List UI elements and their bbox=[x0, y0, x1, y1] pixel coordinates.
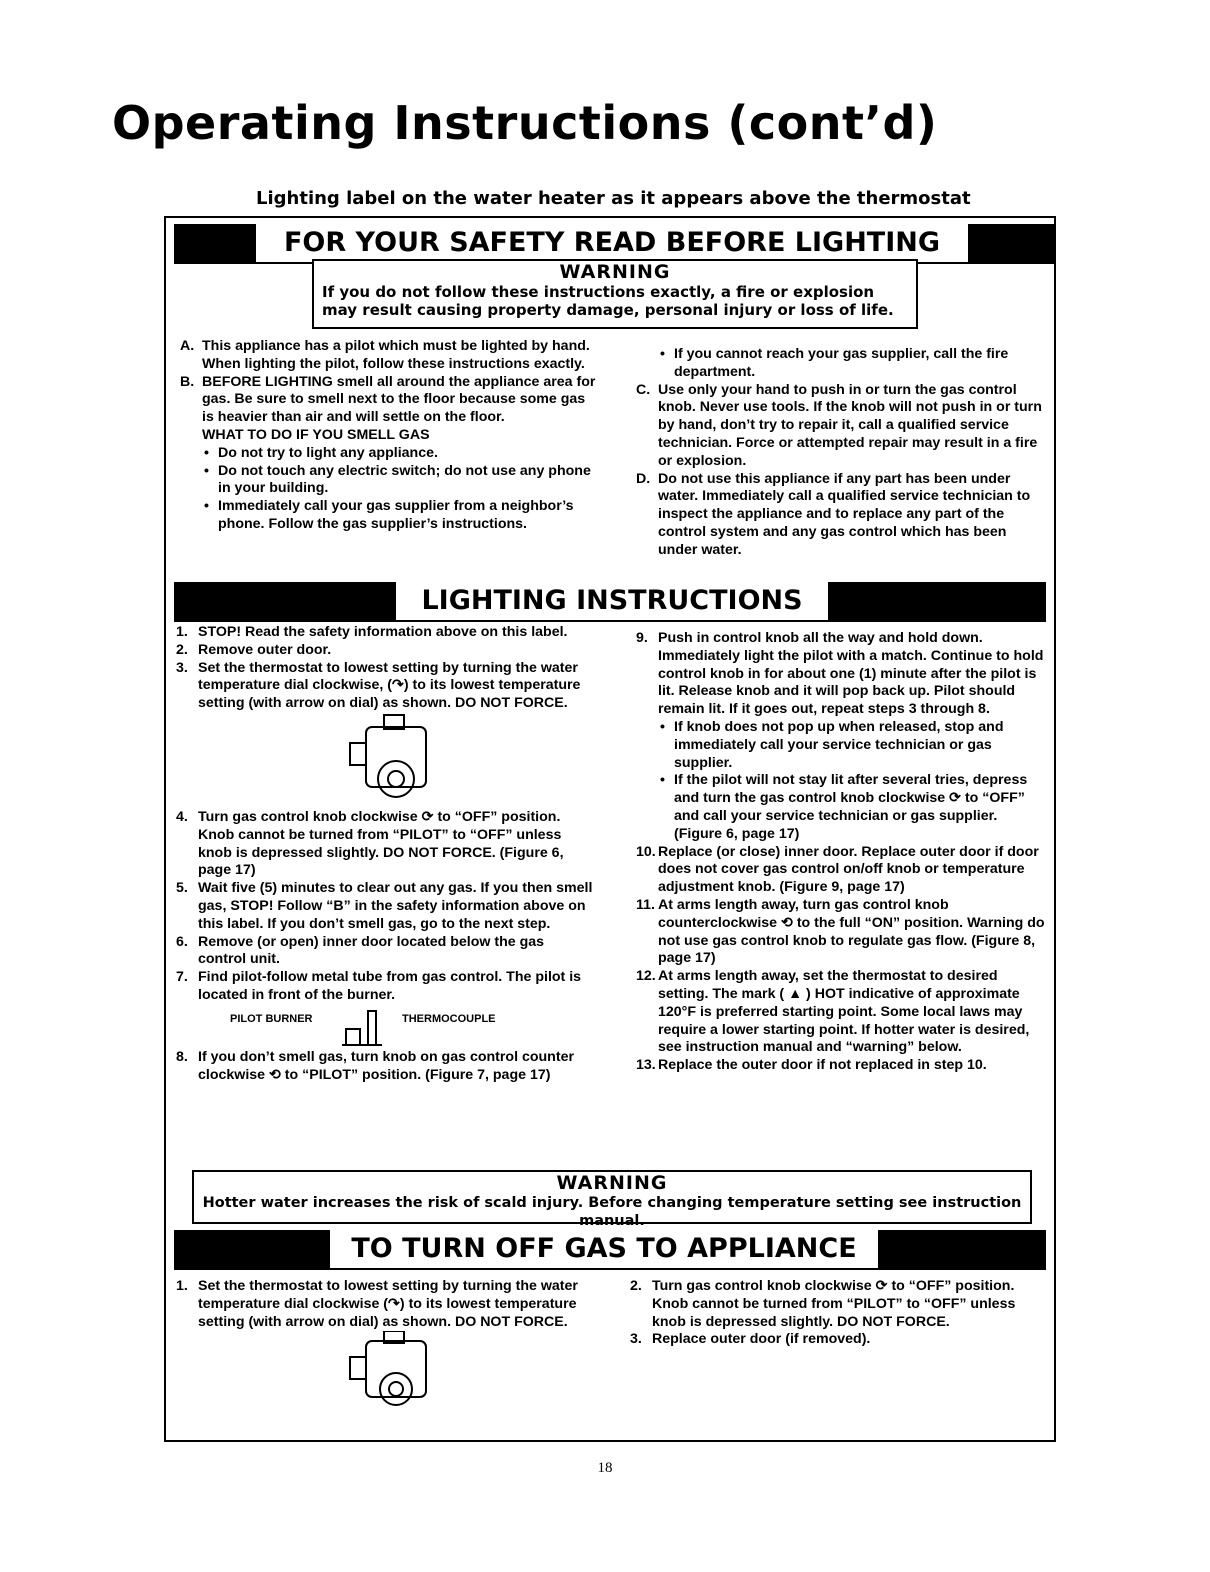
lighting-banner: LIGHTING INSTRUCTIONS bbox=[396, 582, 828, 620]
turnoff-right-column bbox=[630, 1278, 1046, 1349]
gas-control-illustration bbox=[336, 713, 456, 809]
lighting-bullet: • If knob does not pop up when released, stop and immediately call your service technician or gas supplier. bbox=[658, 719, 1046, 772]
safety-bullet: • If you cannot reach your gas supplier, call the fire department. bbox=[658, 346, 1046, 382]
safety-warning-box bbox=[312, 259, 918, 329]
gas-control-figure bbox=[176, 1331, 594, 1411]
lighting-step-9: 9. Push in control knob all the way and hold down. Immediately light the pilot with a match. Continue to hold control knob in for about one (1) minute after the pilot is lit. Release knob and it will pop back up. Pilot should remain lit. If it goes out, repeat steps 3 through 8. bbox=[636, 630, 1044, 718]
lighting-step-1: 1. STOP! Read the safety information above on this label. bbox=[176, 624, 568, 640]
lighting-step-12: 12. At arms length away, set the thermostat to desired setting. The mark ( ▲ ) HOT indicative of approximate 120°F is preferred starting point. Some local laws may require a lower starting point. If hotter water is desired, see instruction manual and “warning” below. bbox=[636, 968, 1030, 1056]
turnoff-banner: TO TURN OFF GAS TO APPLIANCE bbox=[330, 1230, 878, 1268]
pilot-figure bbox=[176, 1005, 594, 1049]
lighting-step-6: 6. Remove (or open) inner door located below the gas control unit. bbox=[176, 933, 545, 968]
safety-bullet: • Immediately call your gas supplier from a neighbor’s phone. Follow the gas supplier’s instructions. bbox=[202, 498, 598, 534]
safety-item-b: B. BEFORE LIGHTING smell all around the appliance area for gas. Be sure to smell next to the floor because some gas is heavier than air and will settle on the floor. bbox=[180, 373, 596, 426]
page-number: 18 bbox=[597, 1460, 613, 1476]
safety-right-column bbox=[636, 346, 1046, 560]
lighting-right-column bbox=[636, 630, 1046, 1075]
turnoff-left-column bbox=[176, 1278, 594, 1411]
safety-banner: FOR YOUR SAFETY READ BEFORE LIGHTING bbox=[256, 224, 968, 262]
turnoff-step-3: 3. Replace outer door (if removed). bbox=[630, 1331, 871, 1348]
lighting-step-3: 3. Set the thermostat to lowest setting by turning the water temperature dial clockwise, (↷) to its lowest temperature setting (with arrow on dial) as shown. DO NOT FORCE. bbox=[176, 659, 581, 712]
scald-warning-box bbox=[192, 1170, 1032, 1229]
lighting-step-8: 8. If you don’t smell gas, turn knob on gas control counter clockwise ⟲ to “PILOT” position. (Figure 7, page 17) bbox=[176, 1048, 574, 1083]
thermocouple-label: THERMOCOUPLE bbox=[402, 1012, 496, 1025]
turnoff-step-2: 2. Turn gas control knob clockwise ⟳ to “OFF” position. Knob cannot be turned from “PILOT” to “OFF” unless knob is depressed slightly. DO NOT FORCE. bbox=[630, 1278, 1016, 1330]
turnoff-step-1: 1. Set the thermostat to lowest setting by turning the water temperature dial clockwise (↷) to its lowest temperature setting (with arrow on dial) as shown. DO NOT FORCE. bbox=[176, 1278, 578, 1330]
scald-warning-title: WARNING bbox=[556, 1172, 668, 1194]
lighting-step-2: 2. Remove outer door. bbox=[176, 641, 332, 658]
scald-warning-text: Hotter water increases the risk of scald injury. Before changing temperature setting see instruction manual. bbox=[202, 1195, 1022, 1229]
gas-control-figure bbox=[176, 713, 594, 809]
lighting-step-13: 13. Replace the outer door if not replaced in step 10. bbox=[636, 1057, 987, 1074]
safety-bullet: • Do not touch any electric switch; do not use any phone in your building. bbox=[202, 463, 598, 499]
lighting-step-7: 7. Find pilot-follow metal tube from gas control. The pilot is located in front of the burner. bbox=[176, 969, 582, 1003]
lighting-step-5: 5. Wait five (5) minutes to clear out any gas. If you then smell gas, STOP! Follow “B” in the safety information above on this label. If you don’t smell gas, go to the next step. bbox=[176, 880, 593, 932]
gas-control-illustration bbox=[336, 1331, 456, 1411]
lighting-bullet: • If the pilot will not stay lit after several tries, depress and turn the gas control knob clockwise ⟳ to “OFF” and call your service technician or gas supplier. (Figure 6, page 17) bbox=[658, 772, 1046, 843]
lighting-step-10: 10. Replace (or close) inner door. Replace outer door if door does not cover gas control on/off knob or temperature adjustment knob. (Figure 9, page 17) bbox=[636, 843, 1039, 896]
pilot-burner-illustration bbox=[338, 1005, 398, 1049]
safety-warning-text: If you do not follow these instructions exactly, a fire or explosion may result causing property damage, personal injury or loss of life. bbox=[322, 283, 894, 319]
safety-item-a: A. This appliance has a pilot which must be lighted by hand. When lighting the pilot, follow these instructions exactly. bbox=[180, 338, 590, 372]
safety-smell-gas-heading: WHAT TO DO IF YOU SMELL GAS bbox=[202, 426, 430, 443]
safety-left-column bbox=[180, 338, 598, 534]
safety-item-c: C. Use only your hand to push in or turn the gas control knob. Never use tools. If the knob will not push in or turn by hand, don’t try to repair it, call a qualified service technician. Force or attempted repair may result in a fire or explosion. bbox=[636, 381, 1042, 469]
lighting-step-11: 11. At arms length away, turn gas control knob counterclockwise ⟲ to the full “ON” position. Warning do not use gas control knob to regulate gas flow. (Figure 8, page 17) bbox=[636, 896, 1045, 967]
page-subtitle: Lighting label on the water heater as it appears above the thermostat bbox=[256, 188, 971, 209]
safety-bullet: • Do not try to light any appliance. bbox=[202, 445, 598, 463]
page-title: Operating Instructions (cont’d) bbox=[112, 96, 938, 150]
pilot-burner-label: PILOT BURNER bbox=[230, 1012, 313, 1025]
lighting-left-column bbox=[176, 624, 594, 1084]
lighting-step-4: 4. Turn gas control knob clockwise ⟳ to “OFF” position. Knob cannot be turned from “PILOT” to “OFF” unless knob is depressed slightly. DO NOT FORCE. (Figure 6, page 17) bbox=[176, 808, 564, 879]
safety-item-d: D. Do not use this appliance if any part has been under water. Immediately call a qualified service technician to inspect the appliance and to replace any part of the control system and any gas control which has been under water. bbox=[636, 470, 1031, 558]
safety-warning-title: WARNING bbox=[559, 261, 671, 283]
